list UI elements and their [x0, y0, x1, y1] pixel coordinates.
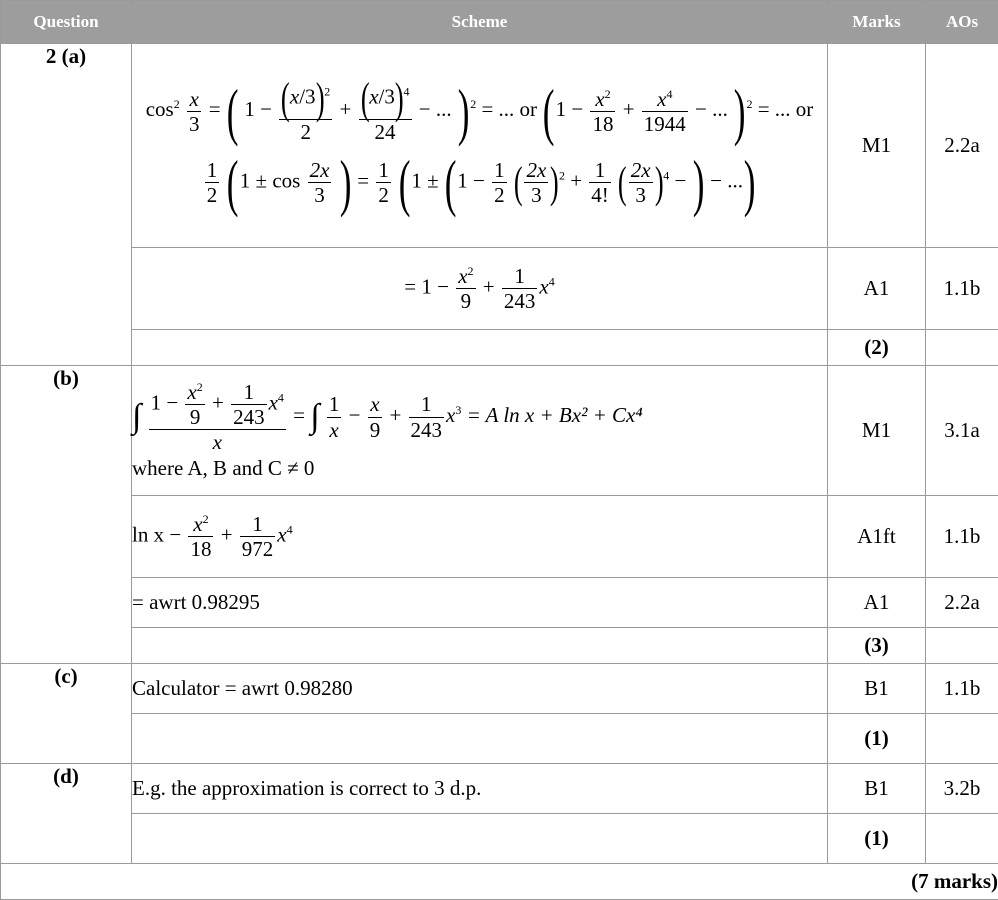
- part-a-result: = 1 − $\frac{x^2}{9}$ + $\frac{1}{243}$ $x^4$: [132, 248, 828, 330]
- part-b-working: [132, 366, 828, 496]
- part-d-mark: B1: [828, 764, 926, 814]
- part-b-condition: where A, B and C ≠ 0: [132, 456, 827, 481]
- part-a-ao-1: 2.2a: [926, 44, 998, 248]
- part-b-ao-2: 1.1b: [926, 496, 998, 578]
- header-question: Question: [1, 1, 132, 44]
- grand-total-row: [1, 864, 998, 900]
- part-a-total: (2): [828, 330, 926, 366]
- part-b-mark-1: M1: [828, 366, 926, 496]
- header-scheme: Scheme: [132, 1, 828, 44]
- part-d-text: E.g. the approximation is correct to 3 d.p.: [132, 764, 828, 814]
- part-a-row-1: [1, 44, 998, 248]
- part-b-mark-3: A1: [828, 578, 926, 628]
- part-a-total-row: [1, 330, 998, 366]
- part-c-mark: B1: [828, 664, 926, 714]
- part-a-line-2: $\frac{1}{2}$ (1 ± cos $\frac{2x}{3}$ ) = $\frac{1}{2}$ (1 ± (1 − $\frac{1}{2}$ ( $\frac{2x}{3}$ )$^2$ + $\frac{1}{4!}$ ( $\frac{2x}{3}$ )$^4$ − ) − ...): [132, 154, 827, 212]
- part-b-line-3: = awrt 0.98295: [132, 578, 828, 628]
- part-b-row-3: [1, 578, 998, 628]
- part-a-mark-1: M1: [828, 44, 926, 248]
- part-a-line-1: $\cos^2$ $\frac{x}{3}$ = ( 1 − $\frac{(x/3)^2}{2}$ + $\frac{(x/3)^4}{24}$ − ... )$^2$ = ... or (1 − $\frac{x^2}{18}$ + $\frac{x^4}{1944}$ − ... )$^2$ = ... or: [132, 79, 827, 144]
- part-d-total: (1): [828, 814, 926, 864]
- part-b-integral: ∫ 1 − $\frac{x^2}{9}$ + $\frac{1}{243}$ $x^4$ x = ∫ $\frac{1}{x}$ − $\frac{x}{9}$ + $\frac{1}{243}$ $x^3 = A$ ln x + Bx² + Cx⁴: [132, 380, 827, 454]
- part-b-total-row: [1, 628, 998, 664]
- part-c-label: (c): [1, 664, 132, 764]
- header-marks: Marks: [828, 1, 926, 44]
- part-a-ao-2: 1.1b: [926, 248, 998, 330]
- part-b-row-1: [1, 366, 998, 496]
- part-b-label: (b): [1, 366, 132, 664]
- part-c-total-row: [1, 714, 998, 764]
- part-b-line-2: ln x − $\frac{x^2}{18}$ + $\frac{1}{972}$ $x^4$: [132, 496, 828, 578]
- part-a-label: 2 (a): [1, 44, 132, 366]
- header-row: [1, 1, 998, 44]
- part-b-row-2: [1, 496, 998, 578]
- part-c-text: Calculator = awrt 0.98280: [132, 664, 828, 714]
- part-c-ao: 1.1b: [926, 664, 998, 714]
- part-b-mark-2: A1ft: [828, 496, 926, 578]
- part-d-label: (d): [1, 764, 132, 864]
- part-d-row-1: [1, 764, 998, 814]
- part-c-row-1: [1, 664, 998, 714]
- part-b-ao-1: 3.1a: [926, 366, 998, 496]
- part-d-ao: 3.2b: [926, 764, 998, 814]
- part-b-ao-3: 2.2a: [926, 578, 998, 628]
- part-a-working: [132, 44, 828, 248]
- part-a-mark-2: A1: [828, 248, 926, 330]
- header-aos: AOs: [926, 1, 998, 44]
- part-c-total: (1): [828, 714, 926, 764]
- part-b-total: (3): [828, 628, 926, 664]
- part-a-row-2: [1, 248, 998, 330]
- part-d-total-row: [1, 814, 998, 864]
- grand-total: (7 marks): [1, 864, 998, 900]
